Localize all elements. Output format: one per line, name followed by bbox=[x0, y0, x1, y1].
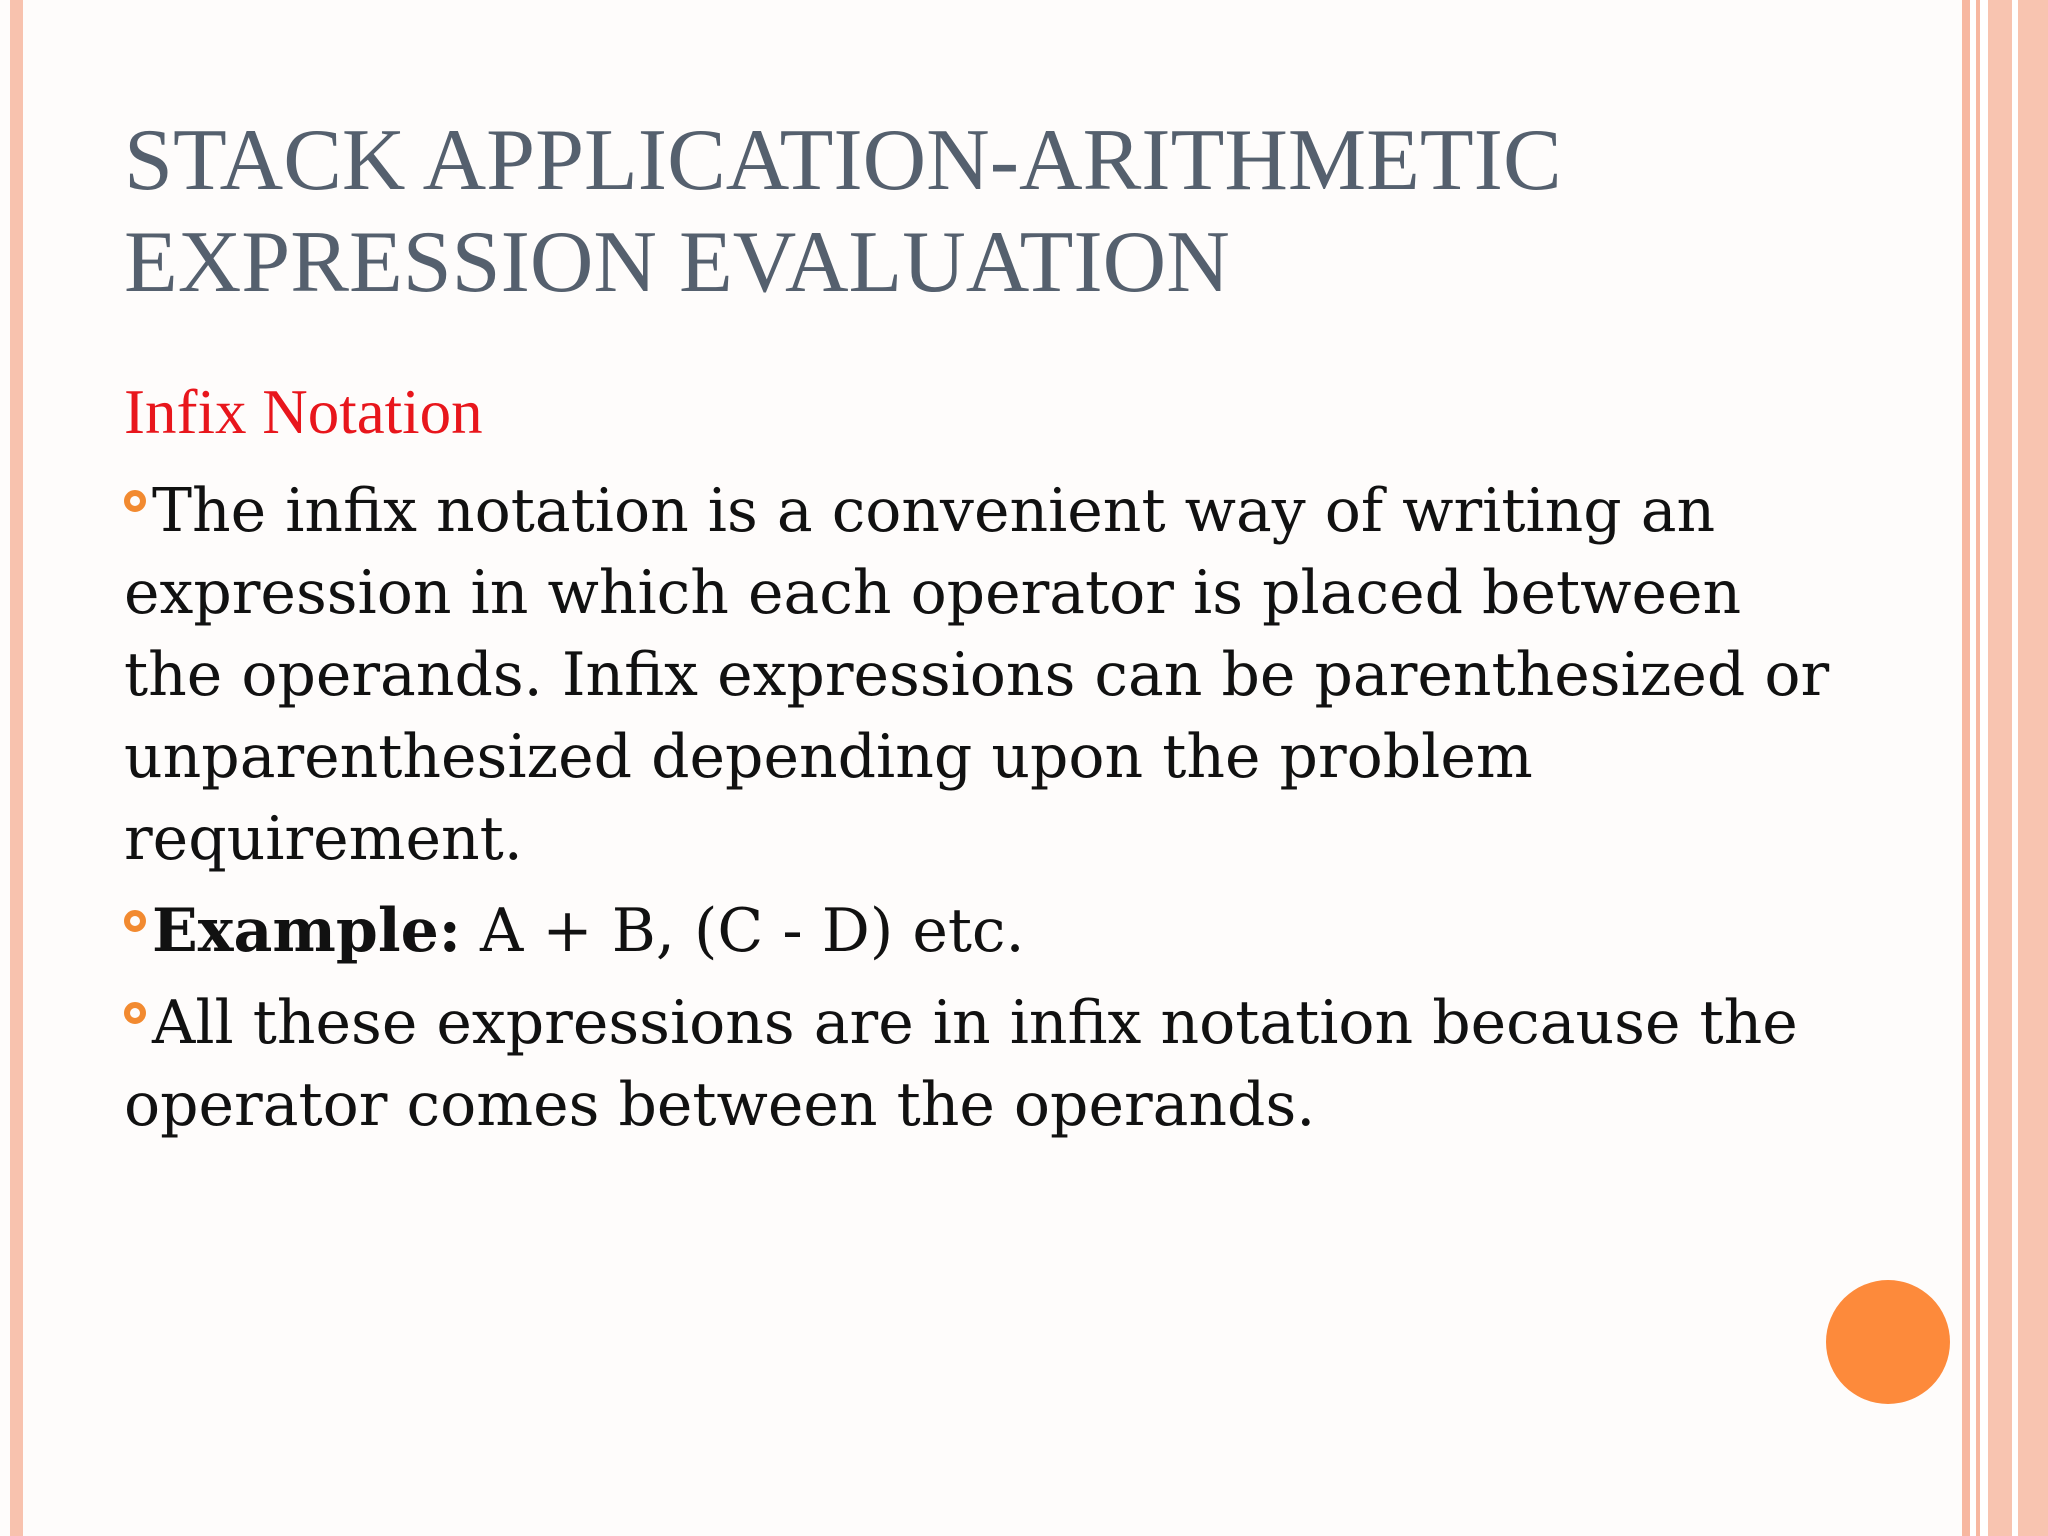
bullet-text: The infix notation is a convenient way of writing an expression in which each operator is placed between the operands. Infix expressions can be parenthesized or unparenthesized depending upon the problem requirement. bbox=[124, 476, 1830, 874]
right-border-stripe bbox=[2018, 0, 2048, 1536]
slide-title-line-1: STACK APPLICATION-ARITHMETIC bbox=[124, 112, 1562, 209]
slide-title-line-2: EXPRESSION EVALUATION bbox=[124, 214, 1230, 311]
bullet-item-example bbox=[124, 890, 1844, 972]
bullet-text: A + B, (C - D) etc. bbox=[460, 896, 1025, 966]
bullet-item-explanation bbox=[124, 982, 1844, 1146]
circle-bullet-icon bbox=[124, 910, 146, 932]
slide-title bbox=[124, 110, 1904, 314]
bullet-list bbox=[124, 470, 1844, 1156]
circle-bullet-icon bbox=[124, 1002, 146, 1024]
orange-accent-circle bbox=[1826, 1280, 1950, 1404]
circle-bullet-icon bbox=[124, 490, 146, 512]
section-heading: Infix Notation bbox=[124, 377, 483, 447]
right-border-stripe bbox=[1988, 0, 2012, 1536]
right-border-gap bbox=[1980, 0, 1988, 1536]
bullet-label: Example: bbox=[152, 896, 461, 966]
left-border-strip bbox=[10, 0, 23, 1536]
bullet-text: All these expressions are in infix notation because the operator comes between the operands. bbox=[124, 988, 1798, 1140]
bullet-item-definition bbox=[124, 470, 1844, 880]
right-border-stripe bbox=[1962, 0, 1970, 1536]
